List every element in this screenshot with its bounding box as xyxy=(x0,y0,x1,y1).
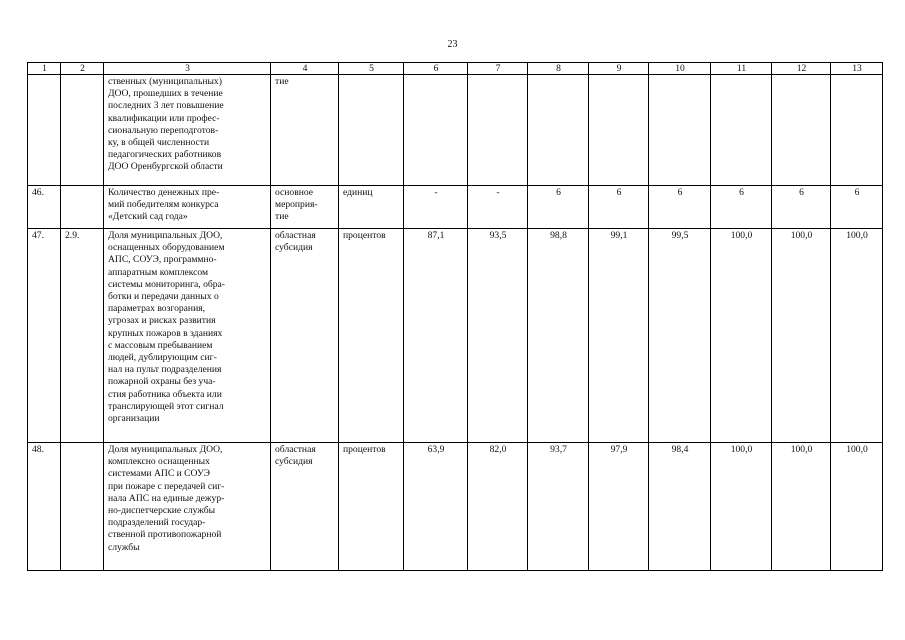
value-cell: 6 xyxy=(772,186,831,229)
value-cell: 100,0 xyxy=(831,443,883,571)
funding-source: основное мероприя- тие xyxy=(271,186,339,229)
value-cell: - xyxy=(468,186,528,229)
indicator-description: ственных (муниципальных) ДОО, прошедших в течение последних 3 лет повышение квалификации или профес- сиональную переподготов- ку, в общей численности педагогических работников ДОО Оренбургской области xyxy=(104,75,271,186)
value-cell: 99,5 xyxy=(649,229,711,443)
column-header: 7 xyxy=(468,63,528,75)
value-cell: 6 xyxy=(831,186,883,229)
value-cell: 100,0 xyxy=(772,229,831,443)
value-cell: 93,5 xyxy=(468,229,528,443)
column-header: 4 xyxy=(271,63,339,75)
value-cell: 93,7 xyxy=(528,443,589,571)
value-cell: 63,9 xyxy=(404,443,468,571)
value-cell: 100,0 xyxy=(711,443,772,571)
funding-source: областная субсидия xyxy=(271,229,339,443)
value-cell: 99,1 xyxy=(589,229,649,443)
value-cell: 98,8 xyxy=(528,229,589,443)
row-code xyxy=(61,443,104,571)
unit: процентов xyxy=(339,229,404,443)
unit: единиц xyxy=(339,186,404,229)
column-header: 8 xyxy=(528,63,589,75)
value-cell: 100,0 xyxy=(831,229,883,443)
value-cell xyxy=(528,75,589,186)
column-header: 11 xyxy=(711,63,772,75)
row-code xyxy=(61,186,104,229)
value-cell xyxy=(404,75,468,186)
column-header: 3 xyxy=(104,63,271,75)
row-number: 48. xyxy=(28,443,61,571)
column-header: 1 xyxy=(28,63,61,75)
value-cell: - xyxy=(404,186,468,229)
unit: процентов xyxy=(339,443,404,571)
row-code: 2.9. xyxy=(61,229,104,443)
table-row xyxy=(28,75,883,186)
value-cell xyxy=(711,75,772,186)
value-cell: 6 xyxy=(649,186,711,229)
indicator-description: Доля муниципальных ДОО, оснащенных оборудованием АПС, СОУЭ, программно- аппаратным комплексом системы мониторинга, обра- ботки и передачи данных о параметрах возгорания, угрозах и рисках развития крупных пожаров в зданиях с массовым пребыванием людей, дублирующим сиг- нал на пульт подразделения пожарной охраны без уча- стия работника объекта или транслирующей этот сигнал организации xyxy=(104,229,271,443)
page-number: 23 xyxy=(447,39,458,50)
indicator-table xyxy=(27,62,883,571)
value-cell: 98,4 xyxy=(649,443,711,571)
column-header: 10 xyxy=(649,63,711,75)
value-cell: 100,0 xyxy=(711,229,772,443)
column-header: 13 xyxy=(831,63,883,75)
column-header: 6 xyxy=(404,63,468,75)
value-cell: 87,1 xyxy=(404,229,468,443)
funding-source: областная субсидия xyxy=(271,443,339,571)
value-cell: 100,0 xyxy=(772,443,831,571)
table-row xyxy=(28,229,883,443)
unit xyxy=(339,75,404,186)
header-row xyxy=(28,63,883,75)
value-cell: 6 xyxy=(711,186,772,229)
row-number: 47. xyxy=(28,229,61,443)
column-header: 12 xyxy=(772,63,831,75)
value-cell: 97,9 xyxy=(589,443,649,571)
value-cell: 82,0 xyxy=(468,443,528,571)
value-cell xyxy=(772,75,831,186)
value-cell xyxy=(589,75,649,186)
column-header: 9 xyxy=(589,63,649,75)
row-number xyxy=(28,75,61,186)
value-cell xyxy=(831,75,883,186)
row-code xyxy=(61,75,104,186)
value-cell: 6 xyxy=(528,186,589,229)
indicator-description: Количество денежных пре- мий победителям конкурса «Детский сад года» xyxy=(104,186,271,229)
value-cell xyxy=(468,75,528,186)
table-row xyxy=(28,186,883,229)
indicator-description: Доля муниципальных ДОО, комплексно оснащенных системами АПС и СОУЭ при пожаре с передачей сиг- нала АПС на единые дежур- но-диспетчерские службы подразделений государ- ственной противопожарной службы xyxy=(104,443,271,571)
funding-source: тие xyxy=(271,75,339,186)
column-header: 5 xyxy=(339,63,404,75)
table-row xyxy=(28,443,883,571)
value-cell xyxy=(649,75,711,186)
column-header: 2 xyxy=(61,63,104,75)
value-cell: 6 xyxy=(589,186,649,229)
row-number: 46. xyxy=(28,186,61,229)
